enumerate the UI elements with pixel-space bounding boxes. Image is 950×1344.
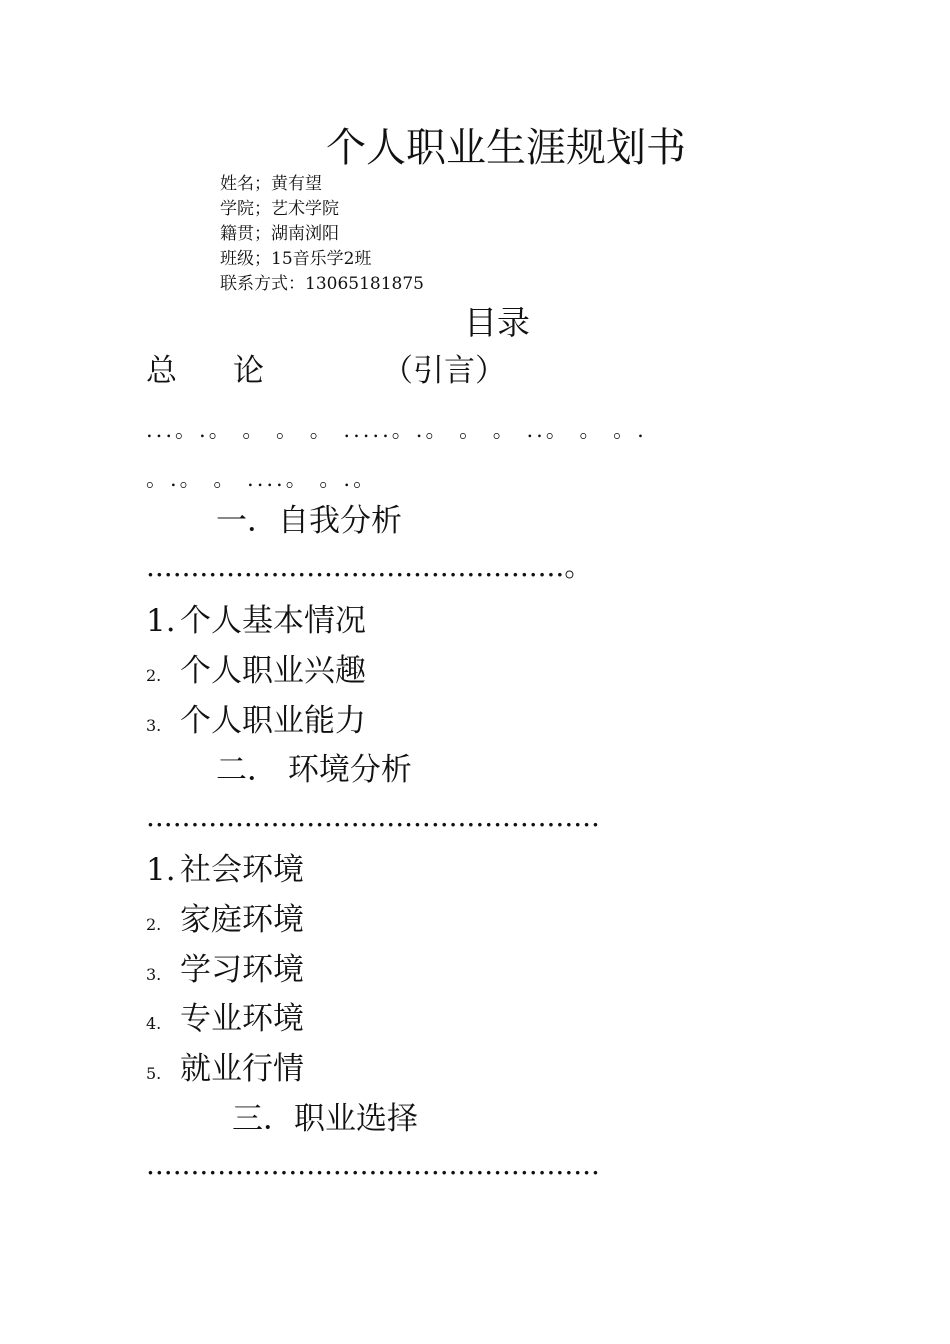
toc-section-heading: 一．自我分析 (216, 503, 402, 539)
toc-item (146, 852, 304, 888)
toc-item-label: 就业行情 (180, 1051, 304, 1087)
toc-item (146, 902, 304, 938)
toc-item-label: 个人职业能力 (180, 703, 366, 739)
toc-section-leader: ................................................... (146, 800, 600, 833)
toc-item-label: 专业环境 (180, 1001, 304, 1037)
toc-section-heading: 三．职业选择 (232, 1101, 418, 1137)
toc-item-label: 个人基本情况 (180, 603, 366, 639)
toc-item (146, 952, 304, 988)
toc-intro-leader-1: ...。.。 。 。 。 .....。.。 。 。 ..。 。 。. (146, 418, 647, 442)
toc-item-number: 3. (146, 716, 162, 735)
info-hometown: 籍贯；湖南浏阳 (220, 224, 339, 244)
toc-intro-part1: 总 (146, 353, 177, 389)
toc-item-number: 1. (146, 603, 176, 639)
toc-item-number: 1. (146, 852, 176, 888)
toc-item-number: 5. (146, 1064, 162, 1083)
toc-intro-leader-2: 。.。 。 ....。 。.。 (146, 467, 378, 491)
toc-intro-part3: （引言） (382, 353, 506, 389)
toc-item (146, 1001, 304, 1037)
toc-item (146, 653, 366, 689)
toc-section-leader: ...............................................。 (146, 550, 593, 583)
toc-item-label: 社会环境 (180, 852, 304, 888)
toc-item-label: 个人职业兴趣 (180, 653, 366, 689)
toc-item-number: 2. (146, 915, 162, 934)
toc-item-label: 家庭环境 (180, 902, 304, 938)
toc-item-number: 3. (146, 965, 162, 984)
info-college: 学院；艺术学院 (220, 199, 339, 219)
toc-section-leader: ................................................... (146, 1148, 600, 1181)
toc-item-label: 学习环境 (180, 952, 304, 988)
toc-item-number: 2. (146, 666, 162, 685)
toc-item (146, 703, 366, 739)
toc-item (146, 1051, 304, 1087)
toc-section-heading: 二． 环境分析 (216, 752, 412, 788)
toc-intro-part2: 论 (233, 353, 264, 389)
info-name: 姓名；黄有望 (220, 174, 322, 194)
toc-item (146, 603, 366, 639)
toc-title: 目录 (464, 303, 530, 342)
toc-item-number: 4. (146, 1014, 162, 1033)
info-contact: 联系方式：13065181875 (220, 274, 424, 294)
toc-intro-entry (146, 353, 506, 389)
document-title: 个人职业生涯规划书 (326, 125, 686, 171)
info-class: 班级；15音乐学2班 (220, 249, 372, 269)
